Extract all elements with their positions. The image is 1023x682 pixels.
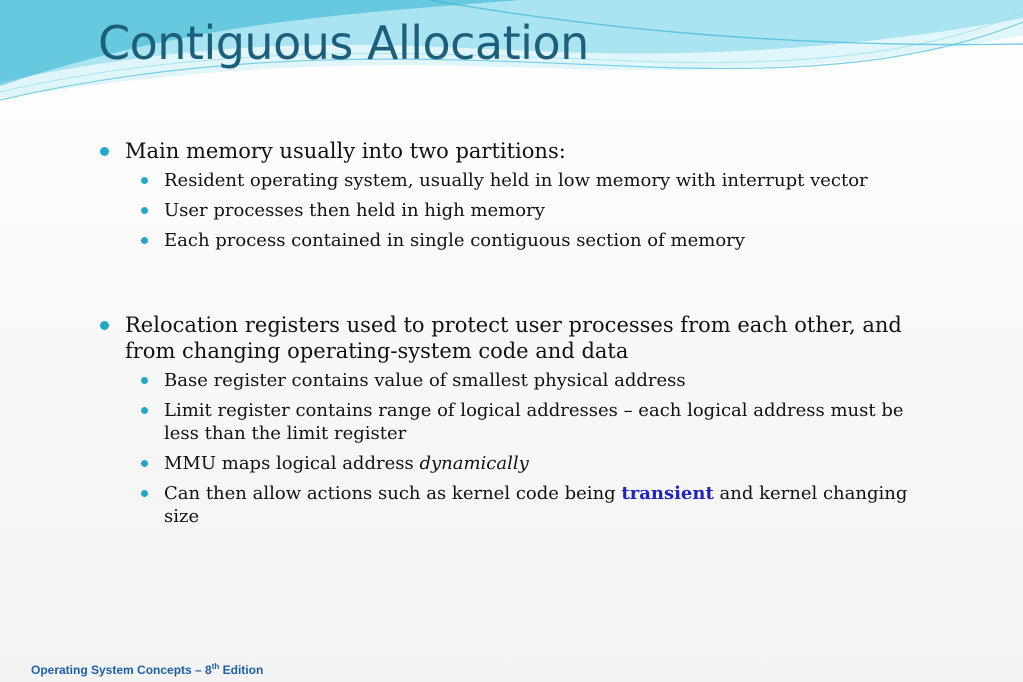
bullet-relocation-registers — [98, 312, 928, 364]
footer-suffix: Edition — [219, 663, 264, 677]
sub-bullet-mmu — [98, 452, 928, 475]
sub-bullet-user-processes — [98, 199, 928, 222]
bullet-icon — [141, 207, 148, 214]
sub-bullet-text-end: and kernel changing size — [164, 483, 908, 527]
bullet-icon — [100, 321, 109, 330]
bullet-icon — [141, 177, 148, 184]
sub-bullet-text: User processes then held in high memory — [164, 200, 545, 221]
bullet-icon — [141, 237, 148, 244]
sub-bullet-resident-os — [98, 169, 928, 192]
bullet-text: Main memory usually into two partitions: — [125, 139, 566, 163]
bullet-icon — [141, 460, 148, 467]
footer-text: Operating System Concepts – 8 — [31, 663, 212, 677]
sub-bullet-text: MMU maps logical address — [164, 453, 420, 474]
emphasis-text: dynamically — [419, 453, 529, 474]
sub-bullet-text: Base register contains value of smallest physical address — [164, 370, 686, 391]
bullet-icon — [141, 490, 148, 497]
sub-bullet-each-process — [98, 229, 928, 252]
slide-title: Contiguous Allocation — [98, 16, 589, 70]
sub-bullet-text: Limit register contains range of logical addresses – each logical address must be less than the limit register — [164, 400, 904, 444]
sub-bullet-limit-register — [98, 399, 928, 445]
footer-superscript: th — [211, 662, 220, 671]
slide-body — [98, 138, 928, 528]
bullet-text: Relocation registers used to protect user processes from each other, and from changing operating-system code and data — [125, 313, 902, 363]
highlight-term: transient — [621, 483, 714, 504]
footer-book-title — [31, 663, 263, 677]
bullet-main-memory — [98, 138, 928, 164]
sub-bullet-text: Resident operating system, usually held in low memory with interrupt vector — [164, 170, 868, 191]
bullet-icon — [100, 147, 109, 156]
bullet-icon — [141, 407, 148, 414]
sub-bullet-text: Each process contained in single contiguous section of memory — [164, 230, 745, 251]
sub-bullet-base-register — [98, 369, 928, 392]
sub-bullet-kernel-transient — [98, 482, 928, 528]
sub-bullet-text: Can then allow actions such as kernel code being — [164, 483, 622, 504]
bullet-icon — [141, 377, 148, 384]
section-spacer — [98, 252, 928, 312]
